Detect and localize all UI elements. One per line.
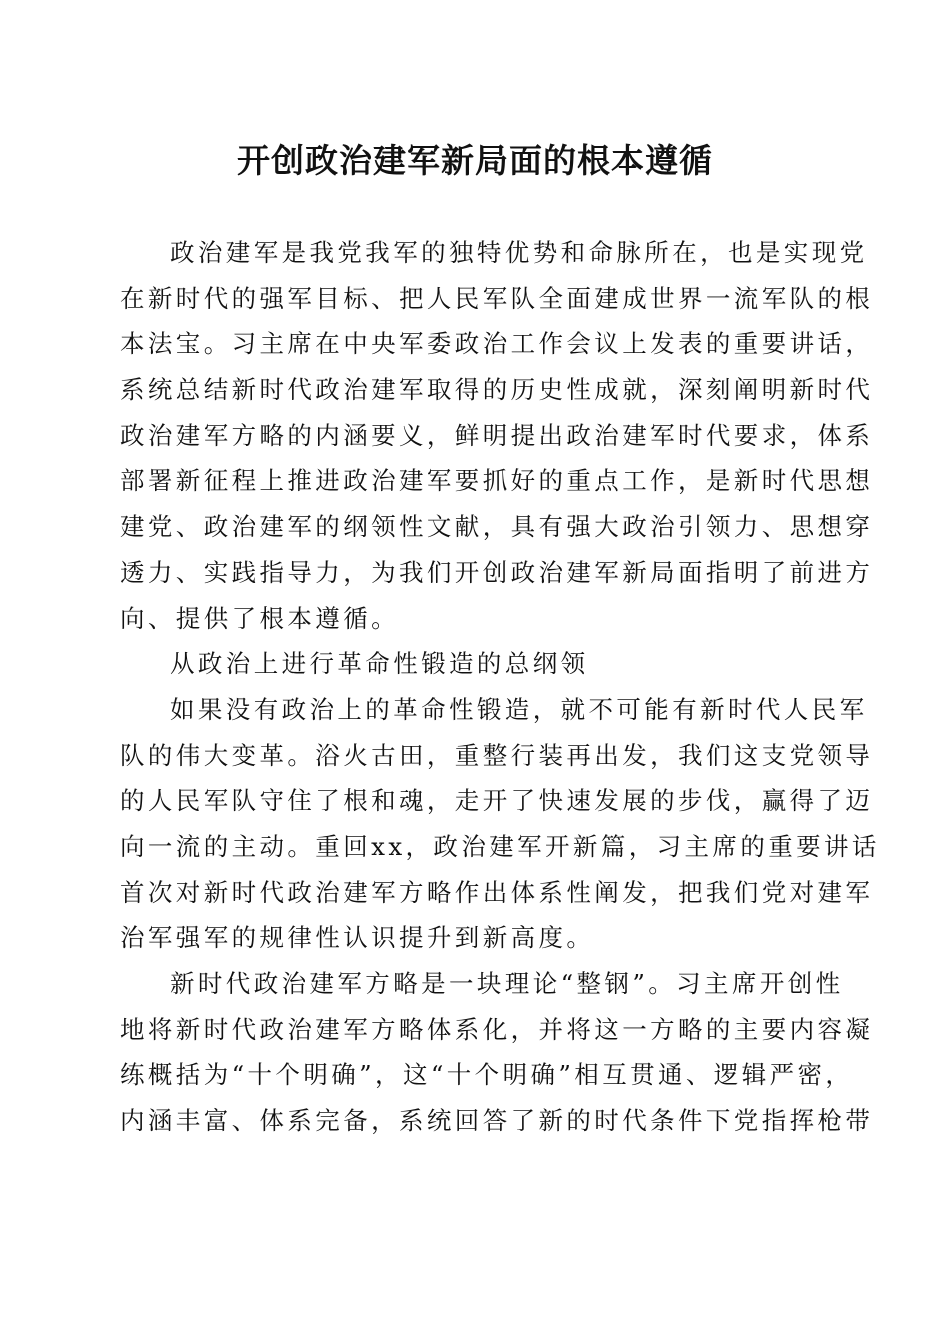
paragraph-line: 向、提供了根本遵循。 (120, 603, 399, 633)
paragraph-line: 的人民军队守住了根和魂，走开了快速发展的步伐，赢得了迈 (120, 786, 874, 816)
paragraph-line: 部署新征程上推进政治建军要抓好的重点工作，是新时代思想 (120, 466, 874, 496)
paragraph-line: 练概括为“十个明确”，这“十个明确”相互贯通、逻辑严密， (120, 1060, 854, 1090)
paragraph-line: 地将新时代政治建军方略体系化，并将这一方略的主要内容凝 (120, 1014, 874, 1044)
paragraph-line: 新时代政治建军方略是一块理论“整钢”。习主席开创性 (170, 969, 844, 998)
paragraph-line: 向一流的主动。重回xx，政治建军开新篇，习主席的重要讲话 (120, 831, 880, 861)
paragraph-line: 如果没有政治上的革命性锻造，就不可能有新时代人民军 (170, 694, 868, 724)
paragraph-line: 本法宝。习主席在中央军委政治工作会议上发表的重要讲话， (120, 329, 874, 359)
paragraph-line: 在新时代的强军目标、把人民军队全面建成世界一流军队的根 (120, 283, 874, 313)
paragraph-line: 政治建军方略的内涵要义，鲜明提出政治建军时代要求，体系 (120, 420, 874, 450)
paragraph-line: 建党、政治建军的纲领性文献，具有强大政治引领力、思想穿 (120, 512, 874, 542)
paragraph-line: 政治建军是我党我军的独特优势和命脉所在，也是实现党 (170, 238, 868, 267)
paragraph-line: 系统总结新时代政治建军取得的历史性成就，深刻阐明新时代 (120, 375, 874, 405)
section-heading: 从政治上进行革命性锻造的总纲领 (170, 649, 589, 679)
document-title: 开创政治建军新局面的根本遵循 (237, 141, 713, 180)
paragraph-line: 内涵丰富、体系完备，系统回答了新的时代条件下党指挥枪带 (120, 1106, 874, 1136)
paragraph-line: 透力、实践指导力，为我们开创政治建军新局面指明了前进方 (120, 557, 874, 587)
paragraph-line: 治军强军的规律性认识提升到新高度。 (120, 923, 595, 953)
paragraph-line: 队的伟大变革。浴火古田，重整行装再出发，我们这支党领导 (120, 740, 874, 770)
paragraph-line: 首次对新时代政治建军方略作出体系性阐发，把我们党对建军 (120, 877, 874, 907)
document-body (120, 230, 880, 1144)
